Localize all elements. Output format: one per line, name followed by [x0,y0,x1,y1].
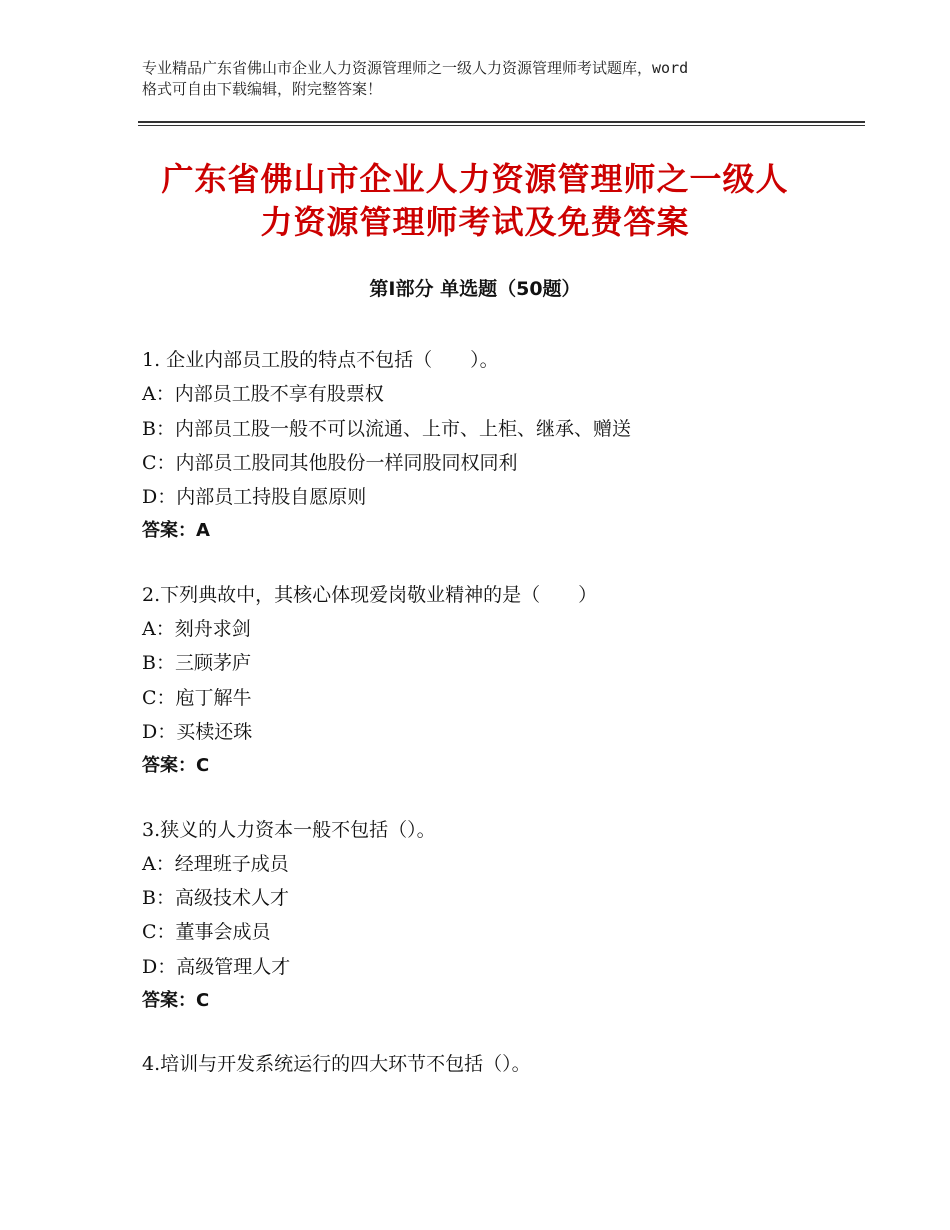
question-item [142,813,862,1019]
answer-label: 答案：A [142,520,210,542]
option-c: C：董事会成员 [142,921,271,944]
document-title-line: 力资源管理师考试及免费答案 [260,203,690,241]
header-note [142,58,842,100]
option-d: D：内部员工持股自愿原则 [142,486,367,509]
header-note-line: 格式可自由下载编辑，附完整答案！ [142,80,383,98]
question-item [142,578,862,784]
question-stem: 2.下列典故中，其核心体现爱岗敬业精神的是（ ） [142,583,598,606]
header-divider [138,121,865,123]
option-c: C：内部员工股同其他股份一样同股同权同利 [142,451,518,474]
option-a: A：内部员工股不享有股票权 [142,383,384,406]
option-d: D：高级管理人才 [142,955,291,978]
document-title-line: 广东省佛山市企业人力资源管理师之一级人 [161,160,789,198]
option-b: B：三顾茅庐 [142,652,251,675]
question-list [142,343,862,1111]
question-stem: 4.培训与开发系统运行的四大环节不包括（）。 [142,1053,531,1076]
answer-label: 答案：C [142,755,210,777]
option-a: A：经理班子成员 [142,852,289,875]
document-title [120,158,830,244]
header-divider-thin [138,125,865,126]
question-item [142,343,862,549]
header-note-line: 专业精品广东省佛山市企业人力资源管理师之一级人力资源管理师考试题库，word [142,59,689,77]
option-c: C：庖丁解牛 [142,686,252,709]
option-d: D：买椟还珠 [142,720,253,743]
option-a: A：刻舟求剑 [142,618,251,641]
option-b: B：高级技术人才 [142,887,289,910]
question-item [142,1047,862,1081]
question-stem: 3.狭义的人力资本一般不包括（）。 [142,818,436,841]
section-title: 第Ⅰ部分 单选题（50题） [369,278,581,300]
answer-label: 答案：C [142,990,210,1012]
question-stem: 1. 企业内部员工股的特点不包括（ ）。 [142,349,499,371]
option-b: B：内部员工股一般不可以流通、上市、上柜、继承、赠送 [142,417,631,440]
